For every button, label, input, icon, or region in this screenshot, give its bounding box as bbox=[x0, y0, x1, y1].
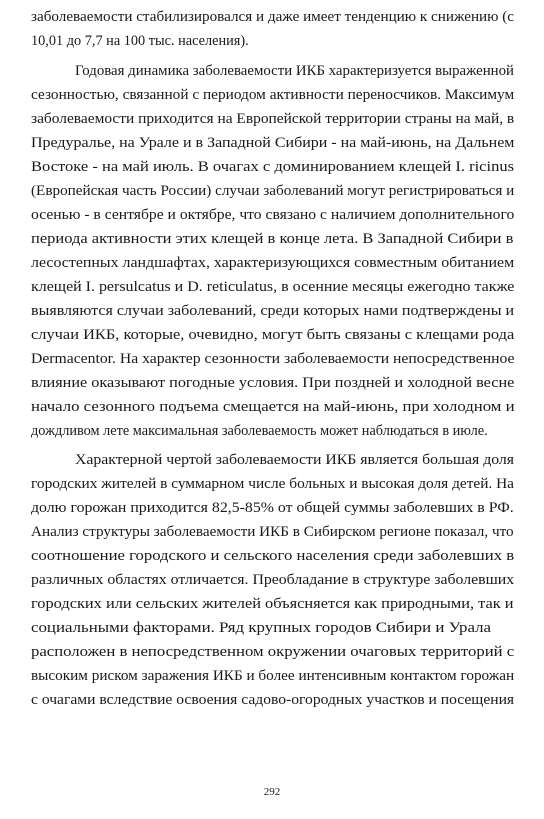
text-line: социальными факторами. Ряд крупных городов Сибири и Урала bbox=[31, 620, 492, 636]
text-line: городских или сельских жителей объясняется как природными, так и bbox=[31, 596, 514, 612]
text-line: выявляются случаи заболеваний, среди которых нами подтверждены и bbox=[31, 303, 515, 319]
page-number: 292 bbox=[263, 786, 281, 798]
text-line: Востоке - на май июль. В очагах с доминированием клещей I. ricinus bbox=[31, 159, 515, 175]
text-line: городских жителей в суммарном числе больных и высокая доля детей. На bbox=[31, 476, 515, 492]
text-line: (Европейская часть России) случаи заболеваний могут регистрироваться и bbox=[31, 183, 515, 199]
text-line: сезонностью, связанной с периодом активности переносчиков. Максимум bbox=[31, 87, 515, 103]
text-line: периода активности этих клещей в конце лета. В Западной Сибири в bbox=[31, 231, 514, 247]
text-line: Характерной чертой заболеваемости ИКБ является большая доля bbox=[75, 452, 515, 468]
text-line: клещей I. persulcatus и D. reticulatus, в осенние месяцы ежегодно также bbox=[31, 279, 515, 295]
text-line: расположен в непосредственном окружении очаговых территорий с bbox=[31, 644, 515, 660]
text-line: осенью - в сентябре и октябре, что связано с наличием дополнительного bbox=[31, 207, 515, 223]
text-line: 10,01 до 7,7 на 100 тыс. населения). bbox=[31, 33, 249, 49]
text-line: Годовая динамика заболеваемости ИКБ характеризуется выраженной bbox=[75, 63, 514, 79]
text-line: заболеваемости приходится на Европейской территории страны на май, в bbox=[31, 111, 515, 127]
text-line: дождливом лете максимальная заболеваемость может наблюдаться в июле. bbox=[31, 423, 488, 439]
text-line: долю горожан приходится 82,5-85% от общей суммы заболевших в РФ. bbox=[31, 500, 514, 516]
text-line: высоким риском заражения ИКБ и более интенсивным контактом горожан bbox=[31, 668, 515, 684]
text-line: с очагами вследствие освоения садово-огородных участков и посещения bbox=[31, 692, 515, 708]
text-line: заболеваемости стабилизировался и даже имеет тенденцию к снижению (с bbox=[31, 9, 515, 25]
text-line: Dermacentor. На характер сезонности заболеваемости непосредственное bbox=[31, 351, 515, 367]
text-line: влияние оказывают погодные условия. При поздней и холодной весне bbox=[31, 375, 515, 391]
text-line: Предуралье, на Урале и в Западной Сибири - на май-июнь, на Дальнем bbox=[31, 135, 515, 151]
text-line: соотношение городского и сельского населения среди заболевших в bbox=[31, 548, 515, 564]
text-line: случаи ИКБ, которые, очевидно, могут быть связаны с клещами рода bbox=[31, 327, 515, 343]
text-line: различных областях отличается. Преобладание в структуре заболевших bbox=[31, 572, 515, 588]
text-line: начало сезонного подъема смещается на май-июнь, при холодном и bbox=[31, 399, 515, 415]
text-line: лесостепных ландшафтах, характеризующихся совместным обитанием bbox=[31, 255, 515, 271]
text-line: Анализ структуры заболеваемости ИКБ в Сибирском регионе показал, что bbox=[31, 524, 514, 540]
